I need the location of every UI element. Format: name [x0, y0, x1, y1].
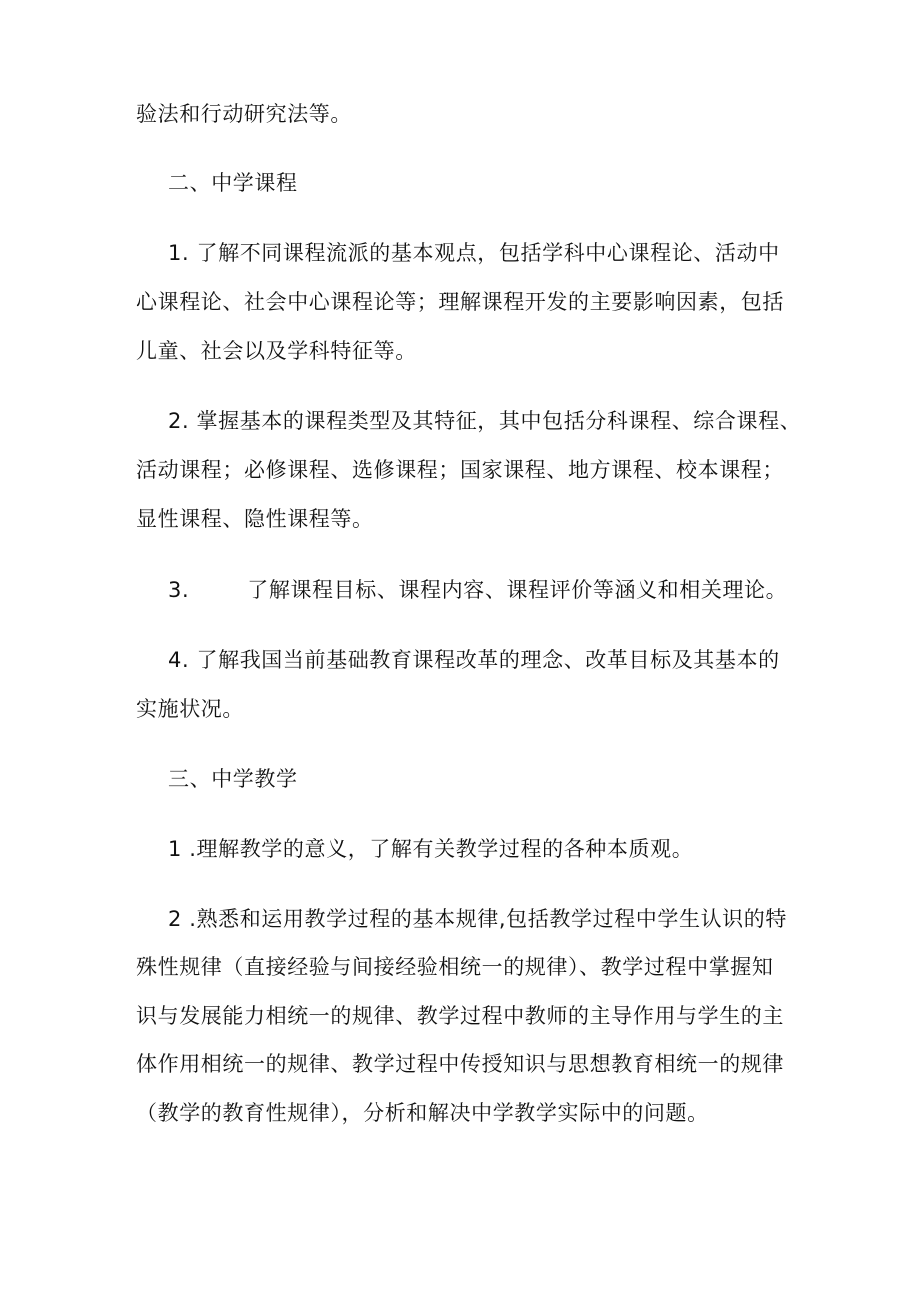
curriculum-item-4-line-2: 实施状况。: [136, 697, 244, 721]
teaching-item-2-line-4: 体作用相统一的规律、教学过程中传授知识与思想教育相统一的规律: [136, 1052, 784, 1076]
teaching-item-2-line-1: 2 .熟悉和运用教学过程的基本规律,包括教学过程中学生认识的特: [168, 907, 787, 931]
curriculum-item-1-line-3: 儿童、社会以及学科特征等。: [136, 339, 417, 363]
curriculum-item-1-line-1: 1. 了解不同课程流派的基本观点，包括学科中心课程论、活动中: [168, 241, 780, 265]
curriculum-item-2-line-1: 2. 掌握基本的课程类型及其特征，其中包括分科课程、综合课程、: [168, 409, 802, 433]
curriculum-item-3: [168, 576, 787, 604]
continuation-text: 验法和行动研究法等。: [136, 102, 352, 126]
curriculum-item-3-number: 3.: [168, 578, 190, 602]
curriculum-item-1-line-2: 心课程论、社会中心课程论等；理解课程开发的主要影响因素，包括: [136, 290, 784, 314]
section-heading-teaching: 三、中学教学: [168, 767, 298, 791]
teaching-item-2-line-2: 殊性规律（直接经验与间接经验相统一的规律）、教学过程中掌握知: [136, 955, 774, 979]
curriculum-item-4-line-1: 4. 了解我国当前基础教育课程改革的理念、改革目标及其基本的: [168, 648, 780, 672]
teaching-item-1: 1 .理解教学的意义，了解有关教学过程的各种本质观。: [168, 837, 694, 861]
teaching-item-2-line-3: 识与发展能力相统一的规律、教学过程中教师的主导作用与学生的主: [136, 1004, 784, 1028]
curriculum-item-3-text: 了解课程目标、课程内容、课程评价等涵义和相关理论。: [247, 578, 788, 602]
teaching-item-2-line-5: （教学的教育性规律），分析和解决中学教学实际中的问题。: [136, 1101, 709, 1125]
section-heading-curriculum: 二、中学课程: [168, 171, 298, 195]
curriculum-item-2-line-2: 活动课程；必修课程、选修课程；国家课程、地方课程、校本课程；: [136, 458, 784, 482]
curriculum-item-2-line-3: 显性课程、隐性课程等。: [136, 507, 374, 531]
